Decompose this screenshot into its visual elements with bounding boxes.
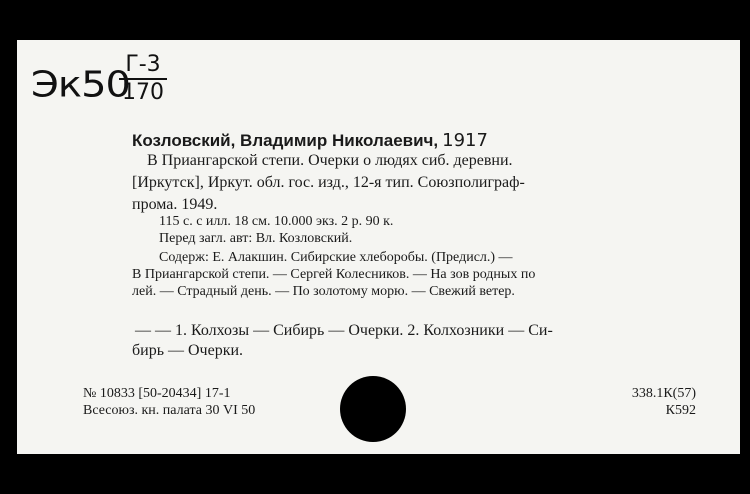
contents-line-1: Содерж: Е. Алакшин. Сибирские хлеборобы. (Предисл.) — [159,250,513,265]
call-number-fraction [119,54,167,104]
call-number-denominator: 170 [122,80,164,105]
ink-blot [340,376,406,442]
subjects-line-2: бирь — Очерки. [132,342,244,359]
contents-line-3: лей. — Страдный день. — По золотому морю. — Свежий ветер. [132,284,515,299]
book-chamber-stamp: Всесоюз. кн. палата 30 VI 50 [83,403,256,418]
birth-year-handwritten: 1917 [442,130,488,151]
note-line: Перед загл. авт: Вл. Козловский. [159,231,353,246]
subjects-line-1: — — 1. Колхозы — Сибирь — Очерки. 2. Колхозники — Си- [135,322,553,339]
call-number-main: Эк50 [31,64,130,106]
collation-line: 115 с. с илл. 18 см. 10.000 экз. 2 р. 90 к. [159,214,394,229]
title-line-2: [Иркутск], Иркут. обл. гос. изд., 12-я тип. Союзполиграф- [132,174,525,191]
call-number-numerator: Г-3 [125,52,161,77]
classification-index: 338.1К(57) [631,386,696,401]
author-name: Козловский, Владимир Николаевич, [132,131,439,150]
title-line-1: В Приангарской степи. Очерки о людях сиб. деревни. [147,152,513,169]
heading-line [132,130,488,151]
record-number: № 10833 [50-20434] 17-1 [83,386,231,401]
author-mark: К592 [665,403,696,418]
catalog-card [17,40,740,454]
contents-line-2: В Приангарской степи. — Сергей Колесников. — На зов родных по [132,267,536,282]
title-line-3: прома. 1949. [132,196,218,213]
